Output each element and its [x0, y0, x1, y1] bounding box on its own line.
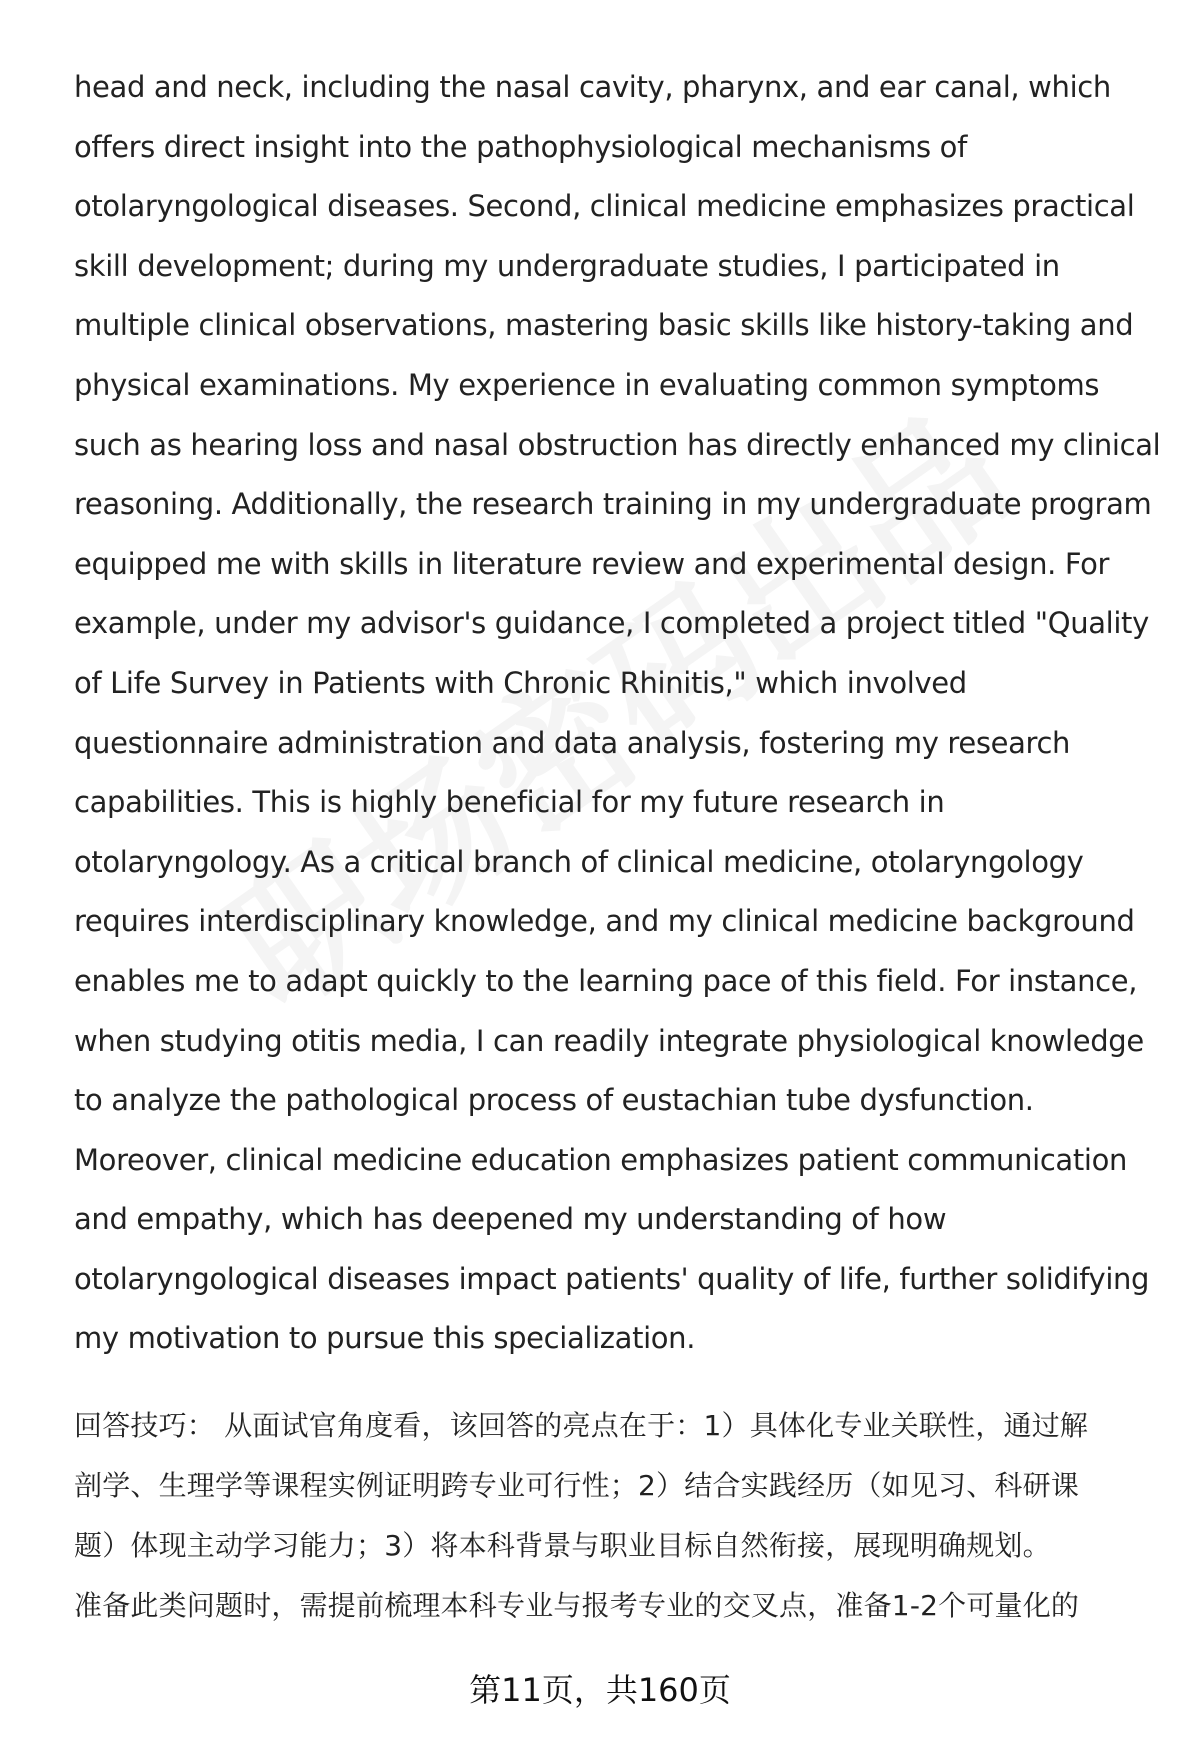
paragraph-line: when studying otitis media, I can readily integrate physiological knowledge	[74, 1023, 1144, 1058]
paragraph-line: otolaryngological diseases impact patients' quality of life, further solidifying	[74, 1261, 1150, 1296]
paragraph-line: offers direct insight into the pathophysiological mechanisms of	[74, 129, 967, 164]
paragraph-line: Moreover, clinical medicine education emphasizes patient communication	[74, 1142, 1127, 1177]
paragraph-line: and empathy, which has deepened my understanding of how	[74, 1202, 947, 1237]
paragraph-line: otolaryngological diseases. Second, clinical medicine emphasizes practical	[74, 189, 1135, 224]
paragraph-line: enables me to adapt quickly to the learning pace of this field. For instance,	[74, 963, 1138, 998]
paragraph-line: capabilities. This is highly beneficial for my future research in	[74, 785, 945, 820]
tips-line: 题）体现主动学习能力；3）将本科背景与职业目标自然衔接，展现明确规划。	[74, 1529, 1051, 1562]
paragraph-line: physical examinations. My experience in evaluating common symptoms	[74, 367, 1100, 402]
english-answer-paragraph	[74, 58, 1164, 1369]
answer-tips-section	[74, 1396, 1164, 1636]
paragraph-line: skill development; during my undergraduate studies, I participated in	[74, 248, 1060, 283]
paragraph-line: head and neck, including the nasal cavity, pharynx, and ear canal, which	[74, 70, 1111, 104]
paragraph-line: reasoning. Additionally, the research training in my undergraduate program	[74, 487, 1152, 522]
paragraph-line: to analyze the pathological process of eustachian tube dysfunction.	[74, 1083, 1034, 1118]
paragraph-line: my motivation to pursue this specialization.	[74, 1321, 696, 1356]
paragraph-line: otolaryngology. As a critical branch of clinical medicine, otolaryngology	[74, 844, 1084, 879]
paragraph-line: equipped me with skills in literature review and experimental design. For	[74, 546, 1110, 581]
tips-line: 准备此类问题时，需提前梳理本科专业与报考专业的交叉点，准备1-2个可量化的	[74, 1589, 1080, 1622]
paragraph-line: requires interdisciplinary knowledge, and my clinical medicine background	[74, 904, 1135, 939]
tips-line: 剖学、生理学等课程实例证明跨专业可行性；2）结合实践经历（如见习、科研课	[74, 1469, 1080, 1502]
paragraph-line: of Life Survey in Patients with Chronic Rhinitis," which involved	[74, 665, 967, 700]
paragraph-line: multiple clinical observations, mastering basic skills like history-taking and	[74, 308, 1134, 343]
tips-line: 回答技巧： 从面试官角度看，该回答的亮点在于：1）具体化专业关联性，通过解	[74, 1409, 1089, 1442]
paragraph-line: such as hearing loss and nasal obstruction has directly enhanced my clinical	[74, 427, 1161, 462]
page-number-footer: 第11页，共160页	[469, 1671, 731, 1709]
paragraph-line: questionnaire administration and data analysis, fostering my research	[74, 725, 1071, 760]
paragraph-line: example, under my advisor's guidance, I completed a project titled "Quality	[74, 606, 1149, 641]
